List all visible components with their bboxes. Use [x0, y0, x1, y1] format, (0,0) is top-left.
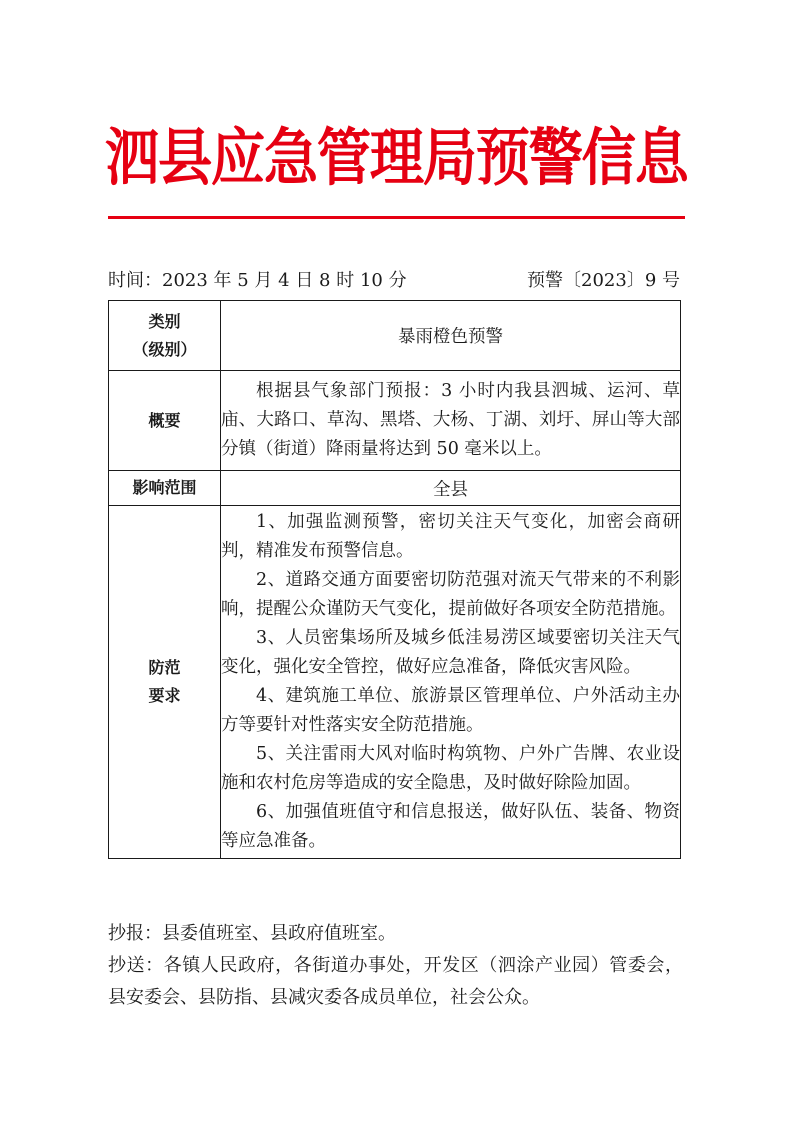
row-category	[109, 301, 681, 371]
requirement-item: 5、关注雷雨大风对临时构筑物、户外广告牌、农业设施和农村危房等造成的安全隐患，及时做好除险加固。	[221, 744, 680, 793]
row-requirements	[109, 506, 681, 859]
red-divider	[108, 216, 685, 219]
requirement-item: 4、建筑施工单位、旅游景区管理单位、户外活动主办方等要针对性落实安全防范措施。	[221, 686, 680, 735]
warning-table	[108, 300, 681, 859]
scope-value: 全县	[221, 471, 681, 506]
requirements-label-line2: 要求	[148, 686, 181, 705]
summary-text: 根据县气象部门预报：3 小时内我县泗城、运河、草庙、大路口、草沟、黑塔、大杨、丁湖、刘圩、屏山等大部分镇（街道）降雨量将达到 50 毫米以上。	[221, 381, 680, 459]
row-scope	[109, 471, 681, 506]
requirement-item: 2、道路交通方面要密切防范强对流天气带来的不利影响，提醒公众谨防天气变化，提前做好各项安全防范措施。	[221, 570, 680, 619]
distribution-footer	[108, 918, 683, 1014]
requirements-cell	[221, 506, 681, 859]
issue-time: 时间：2023 年 5 月 4 日 8 时 10 分	[108, 270, 407, 291]
row-summary	[109, 371, 681, 471]
category-label-line2: （级别）	[132, 339, 197, 359]
summary-label: 概要	[109, 371, 221, 471]
requirements-label	[109, 506, 221, 859]
category-label	[109, 301, 221, 371]
category-label-line1: 类别	[148, 311, 181, 331]
requirements-label-line1: 防范	[148, 658, 181, 677]
scope-label: 影响范围	[109, 471, 221, 506]
meta-line	[108, 268, 680, 294]
report-to: 抄报：县委值班室、县政府值班室。	[108, 923, 396, 944]
requirement-item: 3、人员密集场所及城乡低洼易涝区域要密切关注天气变化，强化安全管控，做好应急准备，降低灾害风险。	[221, 628, 680, 677]
copy-to: 抄送：各镇人民政府，各街道办事处，开发区（泗涂产业园）管委会，县安委会、县防指、县减灾委各成员单位，社会公众。	[108, 955, 683, 1008]
page-title: 泗县应急管理局预警信息	[105, 121, 688, 194]
summary-cell	[221, 371, 681, 471]
requirement-item: 1、加强监测预警，密切关注天气变化，加密会商研判，精准发布预警信息。	[221, 512, 680, 561]
document-number: 预警〔2023〕9 号	[527, 270, 680, 291]
category-value: 暴雨橙色预警	[221, 301, 681, 371]
requirement-item: 6、加强值班值守和信息报送，做好队伍、装备、物资等应急准备。	[221, 802, 680, 851]
